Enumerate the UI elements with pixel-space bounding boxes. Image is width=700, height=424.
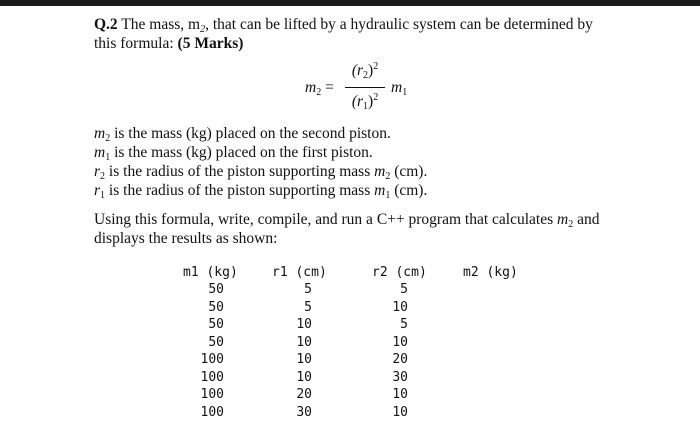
definition-r1: $r_1$ is the radius of the piston supporting mass $m_1$ (cm). [94, 182, 428, 201]
table-cell: 5 [304, 282, 312, 297]
table-cell: 10 [296, 352, 312, 367]
mass-formula [305, 62, 425, 114]
table-cell: 10 [296, 369, 312, 385]
question-line-1 [94, 16, 593, 34]
table-cell: 30 [392, 369, 408, 385]
table-cell: 20 [392, 352, 408, 367]
table-cell: 30 [296, 404, 312, 420]
table-cell: 100 [200, 369, 224, 385]
definition-r2: $r_2$ is the radius of the piston supporting mass $m_2$ (cm). [94, 163, 428, 182]
question-label: Q.2 [94, 16, 118, 33]
table-cell: 10 [392, 404, 408, 420]
table-cell: 10 [392, 334, 408, 350]
table-cell: 50 [208, 282, 224, 297]
table-cell: 10 [296, 317, 312, 332]
table-cell: 50 [208, 317, 224, 332]
table-cell: 50 [208, 299, 224, 315]
table-cell: 10 [296, 334, 312, 350]
top-border [0, 0, 700, 6]
question-text: The mass, $m_2$, that can be lifted by a hydraulic system can be determined by [121, 16, 593, 35]
formula-denominator: $(r_1)^2$ [351, 92, 379, 112]
marks-label: (5 Marks) [177, 35, 244, 52]
instruction-line-1: Using this formula, write, compile, and run a C++ program that calculates $m_2$ and [94, 211, 600, 230]
table-header-r2: r2 (cm) [372, 265, 427, 280]
formula-rhs: $m_1$ [391, 79, 408, 98]
instruction-line-2: displays the results as shown: [94, 230, 278, 247]
question-line-2: this formula: (5 Marks) [94, 35, 244, 52]
table-cell: 5 [400, 282, 408, 297]
formula-numerator: $(r_2)^2$ [351, 61, 379, 81]
table-header-m1: m1 (kg) [183, 265, 238, 280]
definition-m1: $m_1$ is the mass (kg) placed on the first piston. [94, 144, 373, 163]
definition-m2: $m_2$ is the mass (kg) placed on the second piston. [94, 125, 391, 144]
table-cell: 100 [200, 352, 224, 367]
formula-lhs: $m_2$ = [305, 79, 334, 98]
table-cell: 20 [296, 387, 312, 402]
table-cell: 100 [200, 387, 224, 402]
table-cell: 50 [208, 334, 224, 350]
table-cell: 10 [392, 299, 408, 315]
table-header-m2: m2 (kg) [463, 265, 518, 280]
table-cell: 100 [200, 404, 224, 420]
table-cell: 10 [392, 387, 408, 402]
table-header-r1: r1 (cm) [272, 265, 327, 280]
fraction-bar [345, 87, 385, 88]
table-cell: 5 [304, 299, 312, 315]
table-cell: 5 [400, 317, 408, 332]
